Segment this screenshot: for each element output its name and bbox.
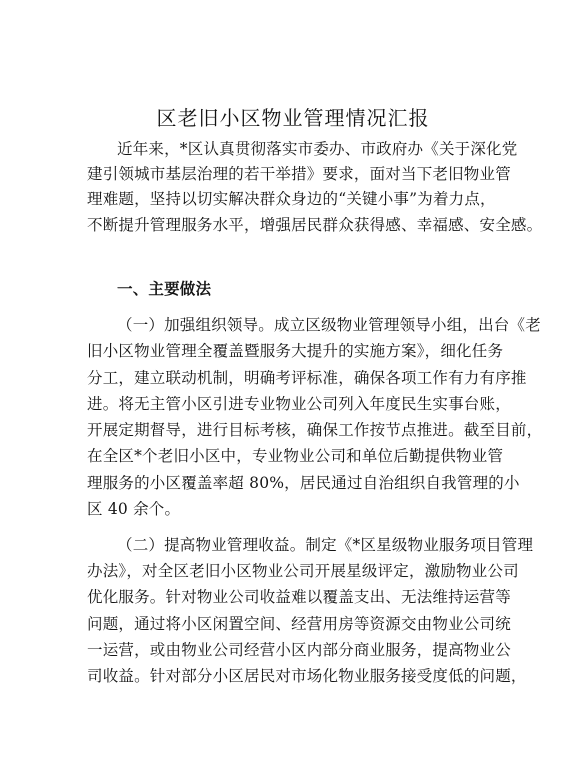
paragraph-line: 在全区*个老旧小区中，专业物业公司和单位后勤提供物业管 (87, 447, 504, 465)
paragraph-line: 旧小区物业管理全覆盖暨服务大提升的实施方案》，细化任务 (87, 342, 504, 360)
paragraph-line: 优化服务。针对物业公司收益难以覆盖支出、无法维持运营等 (87, 588, 511, 606)
paragraph-line: 一运营，或由物业公司经营小区内部分商业服务，提高物业公 (87, 641, 511, 659)
paragraph-line: 分工，建立联动机制，明确考评标准，确保各项工作有力有序推 (87, 369, 527, 387)
paragraph-line: 开展定期督导，进行目标考核，确保工作按节点推进。截至目前， (87, 421, 543, 439)
intro-line: 理难题，坚持以切实解决群众身边的“关键小事”为着力点， (87, 190, 496, 208)
paragraph-line: （二）提高物业管理收益。制定《*区星级物业服务项目管理 (117, 536, 534, 554)
intro-line: 近年来，*区认真贯彻落实市委办、市政府办《关于深化党 (117, 140, 518, 158)
paragraph-line: 问题，通过将小区闲置空间、经营用房等资源交由物业公司统 (87, 615, 511, 633)
document-title: 区老旧小区物业管理情况汇报 (156, 106, 430, 130)
intro-line: 建引领城市基层治理的若干举措》要求，面对当下老旧物业管 (87, 165, 511, 183)
paragraph-line: 区 40 余个。 (87, 500, 181, 518)
section-heading: 一、主要做法 (117, 279, 212, 298)
paragraph-line: 进。将无主管小区引进专业物业公司列入年度民生实事台账， (87, 395, 511, 413)
paragraph-line: 司收益。针对部分小区居民对市场化物业服务接受度低的问题， (87, 667, 527, 685)
intro-line: 不断提升管理服务水平，增强居民群众获得感、幸福感、安全感。 (87, 216, 543, 234)
paragraph-line: （一）加强组织领导。成立区级物业管理领导小组，出台《老 (117, 316, 541, 334)
paragraph-line: 办法》，对全区老旧小区物业公司开展星级评定，激励物业公司 (87, 562, 519, 580)
paragraph-line: 理服务的小区覆盖率超 80%，居民通过自治组织自我管理的小 (87, 474, 520, 492)
